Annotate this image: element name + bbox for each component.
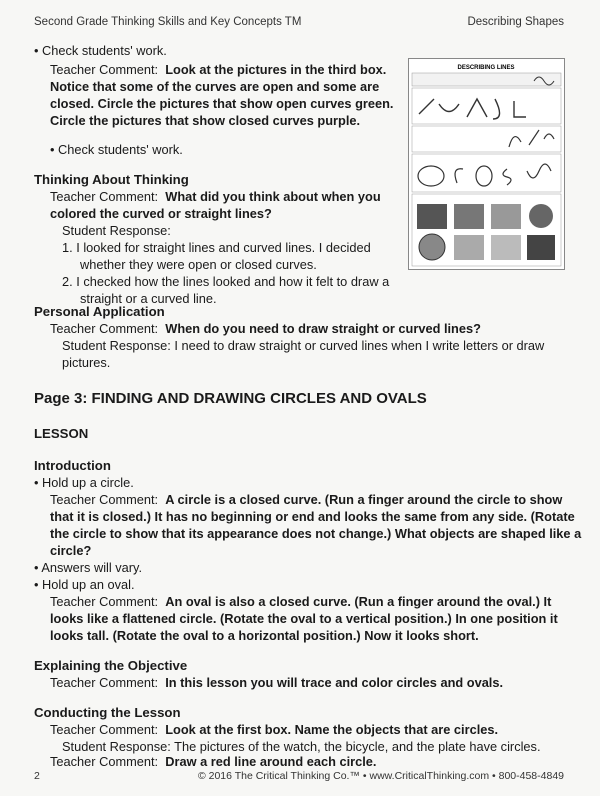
teacher-comment-text: What did you think about when you bbox=[165, 189, 381, 204]
teacher-comment-2 bbox=[50, 188, 381, 205]
teacher-comment-8 bbox=[50, 753, 376, 770]
teacher-comment-text: An oval is also a closed curve. (Run a finger around the oval.) It bbox=[165, 594, 552, 609]
bullet-hold-circle: • Hold up a circle. bbox=[34, 475, 134, 490]
teacher-comment-6 bbox=[50, 674, 503, 691]
copyright: © 2016 The Critical Thinking Co.™ • www.CriticalThinking.com • 800-458-4849 bbox=[197, 770, 564, 782]
photo-thumb bbox=[527, 235, 555, 260]
worksheet-box-1 bbox=[412, 88, 561, 124]
thinking-heading: Thinking About Thinking bbox=[34, 172, 189, 187]
teacher-comment-label: Teacher Comment: bbox=[50, 321, 159, 336]
conducting-heading: Conducting the Lesson bbox=[34, 705, 181, 720]
photo-thumb bbox=[491, 235, 521, 260]
teacher-comment-label: Teacher Comment: bbox=[50, 62, 159, 77]
bullet-check-work-1: • Check students' work. bbox=[34, 43, 167, 58]
teacher-comment-text: Look at the pictures in the third box. bbox=[165, 62, 387, 77]
worksheet-thumbnail bbox=[408, 58, 565, 270]
objective-heading: Explaining the Objective bbox=[34, 658, 188, 673]
teacher-comment-label: Teacher Comment: bbox=[50, 675, 159, 690]
teacher-comment-label: Teacher Comment: bbox=[50, 594, 159, 609]
teacher-comment-label: Teacher Comment: bbox=[50, 722, 159, 737]
section-title: Page 3: FINDING AND DRAWING CIRCLES AND OVALS bbox=[34, 390, 427, 407]
introduction-heading: Introduction bbox=[34, 458, 111, 473]
photo-thumb bbox=[491, 204, 521, 229]
student-response-1-cont: pictures. bbox=[62, 355, 111, 370]
photo-thumb bbox=[454, 204, 484, 229]
personal-heading: Personal Application bbox=[34, 304, 165, 319]
worksheet-intro-box bbox=[412, 73, 561, 86]
teacher-comment-text: In this lesson you will trace and color circles and ovals. bbox=[165, 675, 504, 690]
teacher-comment-text: A circle is a closed curve. (Run a finger around the circle to show bbox=[165, 492, 563, 507]
student-response-2: Student Response: The pictures of the watch, the bicycle, and the plate have circles. bbox=[62, 739, 541, 754]
response-item-2: 2. I checked how the lines looked and how it felt to draw a bbox=[62, 274, 390, 289]
teacher-comment-label: Teacher Comment: bbox=[50, 189, 159, 204]
teacher-comment-line: colored the curved or straight lines? bbox=[50, 206, 272, 221]
worksheet-title: DESCRIBING LINES bbox=[457, 65, 515, 71]
teacher-comment-line: looks like a flattened circle. (Rotate the oval to a vertical position.) In one position it bbox=[50, 611, 558, 626]
teacher-comment-text: Look at the first box. Name the objects that are circles. bbox=[165, 722, 499, 737]
teacher-comment-text: When do you need to draw straight or curved lines? bbox=[165, 321, 481, 336]
bullet-answers-vary: • Answers will vary. bbox=[34, 560, 143, 575]
running-header-title: Second Grade Thinking Skills and Key Concepts TM bbox=[34, 16, 302, 28]
page-number: 2 bbox=[34, 770, 40, 782]
teacher-comment-line: Circle the pictures that show closed curves purple. bbox=[50, 113, 361, 128]
teacher-comment-line: closed. Circle the pictures that show open curves green. bbox=[50, 96, 394, 111]
worksheet-drawing bbox=[409, 59, 564, 269]
photo-thumb bbox=[454, 235, 484, 260]
running-header-topic: Describing Shapes bbox=[467, 16, 564, 28]
bullet-hold-oval: • Hold up an oval. bbox=[34, 577, 135, 592]
teacher-comment-1 bbox=[50, 61, 386, 78]
teacher-comment-3 bbox=[50, 320, 481, 337]
teacher-comment-line: circle? bbox=[50, 543, 92, 558]
response-item-1-cont: whether they were open or closed curves. bbox=[80, 257, 317, 272]
response-item-2-cont: straight or a curved line. bbox=[80, 291, 217, 306]
teacher-comment-line: that it is closed.) It has no beginning or end and looks the same from any side. (Rotate bbox=[50, 509, 575, 524]
teacher-comment-label: Teacher Comment: bbox=[50, 754, 159, 769]
teacher-comment-5 bbox=[50, 593, 551, 610]
bullet-check-work-2: • Check students' work. bbox=[50, 142, 183, 157]
photo-thumb bbox=[529, 204, 553, 228]
teacher-comment-line: the circle to show that its appearance does not change.) What objects are shaped like a bbox=[50, 526, 582, 541]
photo-thumb bbox=[417, 204, 447, 229]
teacher-comment-4 bbox=[50, 491, 562, 508]
student-response-1: Student Response: I need to draw straight or curved lines when I write letters or draw bbox=[62, 338, 545, 353]
lesson-heading: LESSON bbox=[34, 426, 89, 441]
teacher-comment-7 bbox=[50, 721, 498, 738]
student-response-label: Student Response: bbox=[62, 223, 171, 238]
teacher-comment-label: Teacher Comment: bbox=[50, 492, 159, 507]
teacher-comment-line: Notice that some of the curves are open and some are bbox=[50, 79, 380, 94]
teacher-comment-line: looks tall. (Rotate the oval to a horizontal position.) Now it looks short. bbox=[50, 628, 479, 643]
photo-thumb bbox=[419, 234, 445, 260]
response-item-1: 1. I looked for straight lines and curved lines. I decided bbox=[62, 240, 371, 255]
teacher-comment-text: Draw a red line around each circle. bbox=[165, 754, 377, 769]
